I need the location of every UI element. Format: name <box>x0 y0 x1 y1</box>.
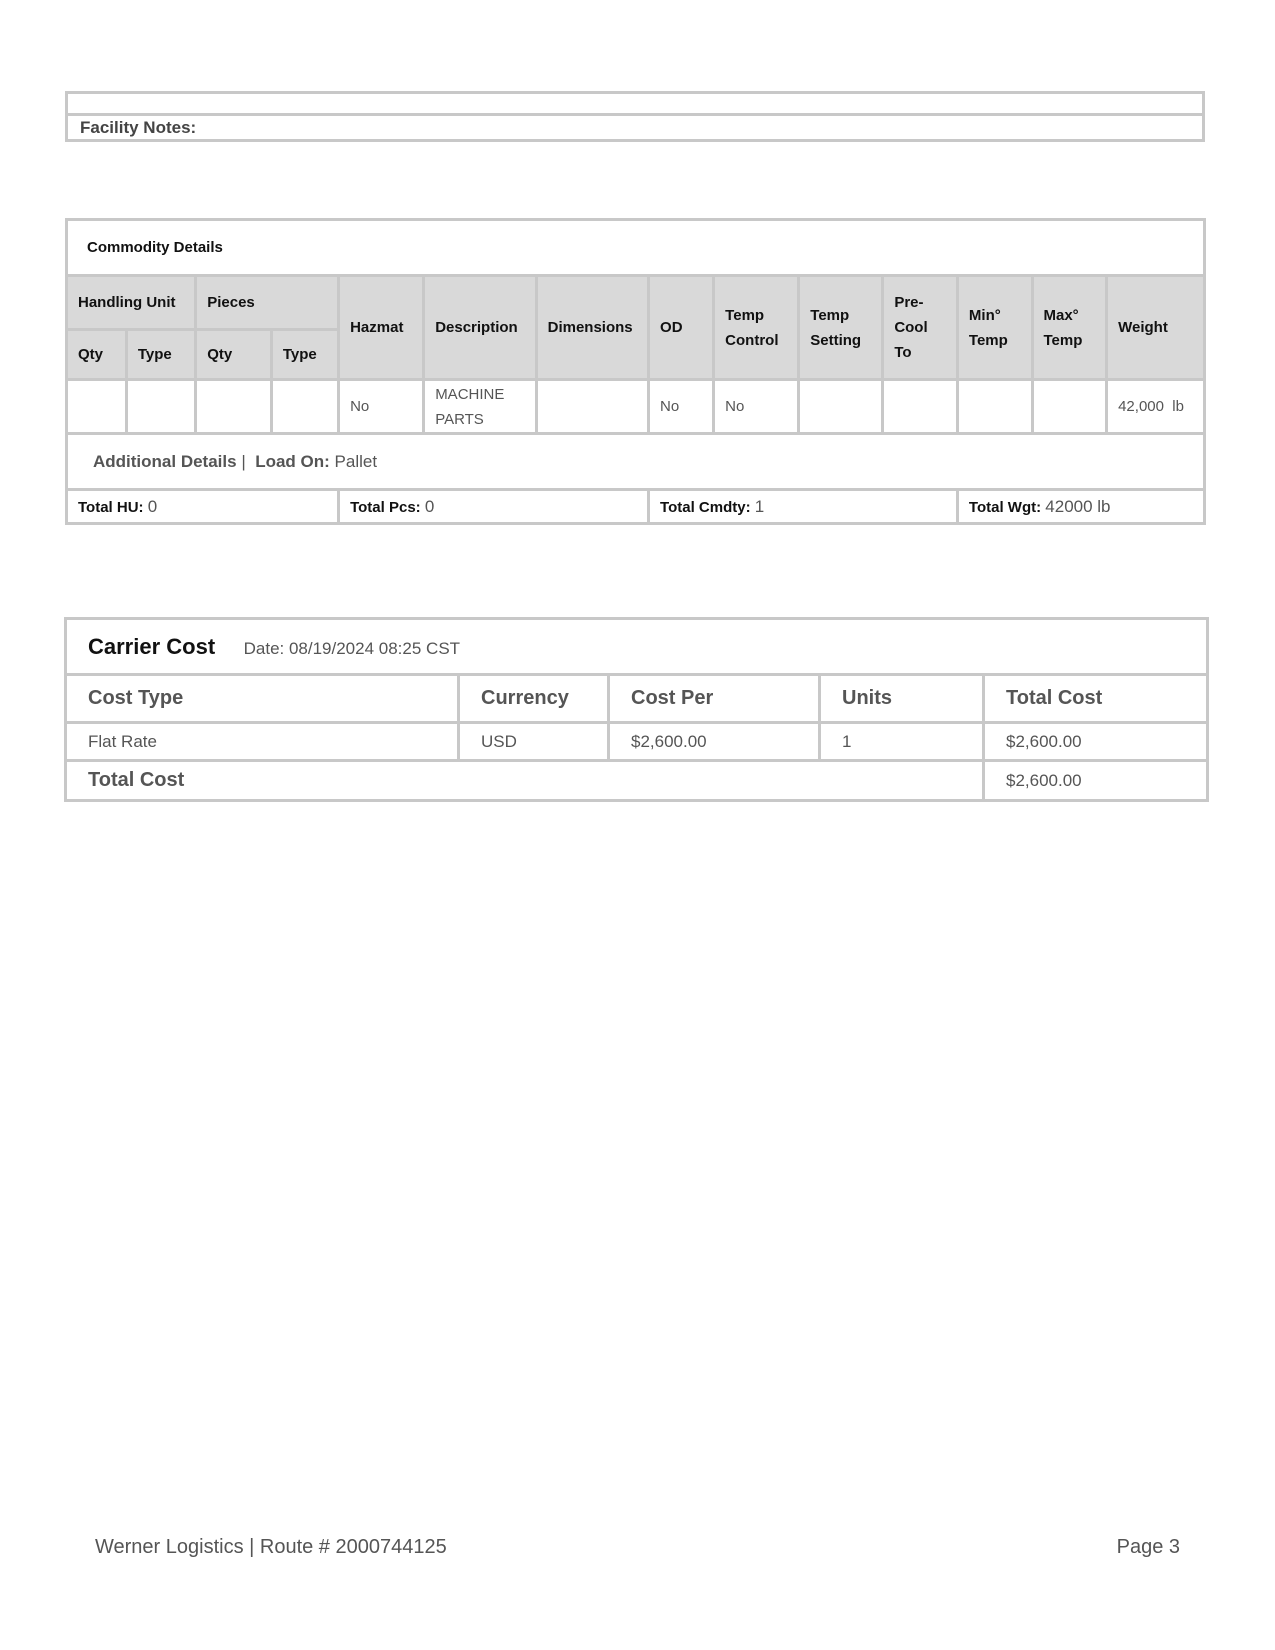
total-hu-value: 0 <box>147 496 158 516</box>
header-od: OD <box>649 276 714 380</box>
commodity-title: Commodity Details <box>67 220 1205 276</box>
total-cost-value: $2,600.00 <box>984 761 1208 801</box>
header-pre-cool-to: Pre-Cool To <box>883 276 958 380</box>
header-pc-type: Type <box>271 330 338 380</box>
header-temp-control: Temp Control <box>714 276 799 380</box>
col-units: Units <box>820 675 984 723</box>
cell-temp-control: No <box>714 380 799 434</box>
cell-description: MACHINE PARTS <box>424 380 536 434</box>
header-handling-unit: Handling Unit <box>67 276 196 330</box>
carrier-cost-header <box>66 619 1208 675</box>
total-pcs-value: 0 <box>424 496 435 516</box>
cell-dimensions <box>536 380 648 434</box>
cell-cost-type: Flat Rate <box>66 723 459 761</box>
header-pieces: Pieces <box>196 276 339 330</box>
col-total-cost: Total Cost <box>984 675 1208 723</box>
table-row <box>66 723 1208 761</box>
header-description: Description <box>424 276 536 380</box>
cell-od: No <box>649 380 714 434</box>
header-hu-type: Type <box>126 330 195 380</box>
facility-empty-row <box>65 91 1205 116</box>
total-hu-label: Total HU: <box>78 498 144 516</box>
col-currency: Currency <box>459 675 609 723</box>
cell-pre-cool-to <box>883 380 958 434</box>
carrier-cost-date: Date: 08/19/2024 08:25 CST <box>243 638 461 658</box>
cell-max-temp <box>1032 380 1107 434</box>
header-pc-qty: Qty <box>196 330 272 380</box>
cell-hazmat: No <box>339 380 424 434</box>
total-pcs-label: Total Pcs: <box>350 498 421 516</box>
additional-details-label: Additional Details <box>93 451 237 471</box>
total-cmdty <box>649 490 958 524</box>
total-wgt <box>957 490 1204 524</box>
cell-hu-qty <box>67 380 127 434</box>
facility-notes-row <box>65 116 1205 142</box>
header-hu-qty: Qty <box>67 330 127 380</box>
cell-units: 1 <box>820 723 984 761</box>
load-on-value: Pallet <box>334 451 378 471</box>
commodity-row <box>67 380 1205 434</box>
header-hazmat: Hazmat <box>339 276 424 380</box>
total-wgt-label: Total Wgt: <box>968 498 1042 516</box>
load-on-label: Load On: <box>255 451 330 471</box>
total-pcs <box>339 490 649 524</box>
page-number: Page 3 <box>1116 1536 1180 1558</box>
cell-pc-type <box>271 380 338 434</box>
footer-route: Werner Logistics | Route # 2000744125 <box>95 1536 447 1558</box>
header-min-temp: Min° Temp <box>957 276 1032 380</box>
col-cost-type: Cost Type <box>66 675 459 723</box>
total-cmdty-label: Total Cmdty: <box>660 498 751 516</box>
cell-weight: 42,000 lb <box>1107 380 1205 434</box>
total-hu <box>67 490 339 524</box>
facility-notes-section <box>65 91 1205 142</box>
total-cmdty-value: 1 <box>754 496 765 516</box>
cell-pc-qty <box>196 380 272 434</box>
total-cost-label: Total Cost <box>66 761 984 801</box>
additional-details <box>67 434 1205 490</box>
header-dimensions: Dimensions <box>536 276 648 380</box>
header-temp-setting: Temp Setting <box>799 276 883 380</box>
commodity-details-table <box>65 218 1206 525</box>
total-wgt-value: 42000 lb <box>1045 496 1111 516</box>
cell-currency: USD <box>459 723 609 761</box>
facility-notes-label: Facility Notes: <box>80 118 197 137</box>
col-cost-per: Cost Per <box>609 675 820 723</box>
header-max-temp: Max° Temp <box>1032 276 1107 380</box>
cell-hu-type <box>126 380 195 434</box>
cell-temp-setting <box>799 380 883 434</box>
carrier-cost-table <box>64 617 1209 802</box>
cell-min-temp <box>957 380 1032 434</box>
cell-total-cost: $2,600.00 <box>984 723 1208 761</box>
additional-separator: | <box>241 451 246 471</box>
header-weight: Weight <box>1107 276 1205 380</box>
cell-cost-per: $2,600.00 <box>609 723 820 761</box>
carrier-cost-title: Carrier Cost <box>88 633 216 659</box>
